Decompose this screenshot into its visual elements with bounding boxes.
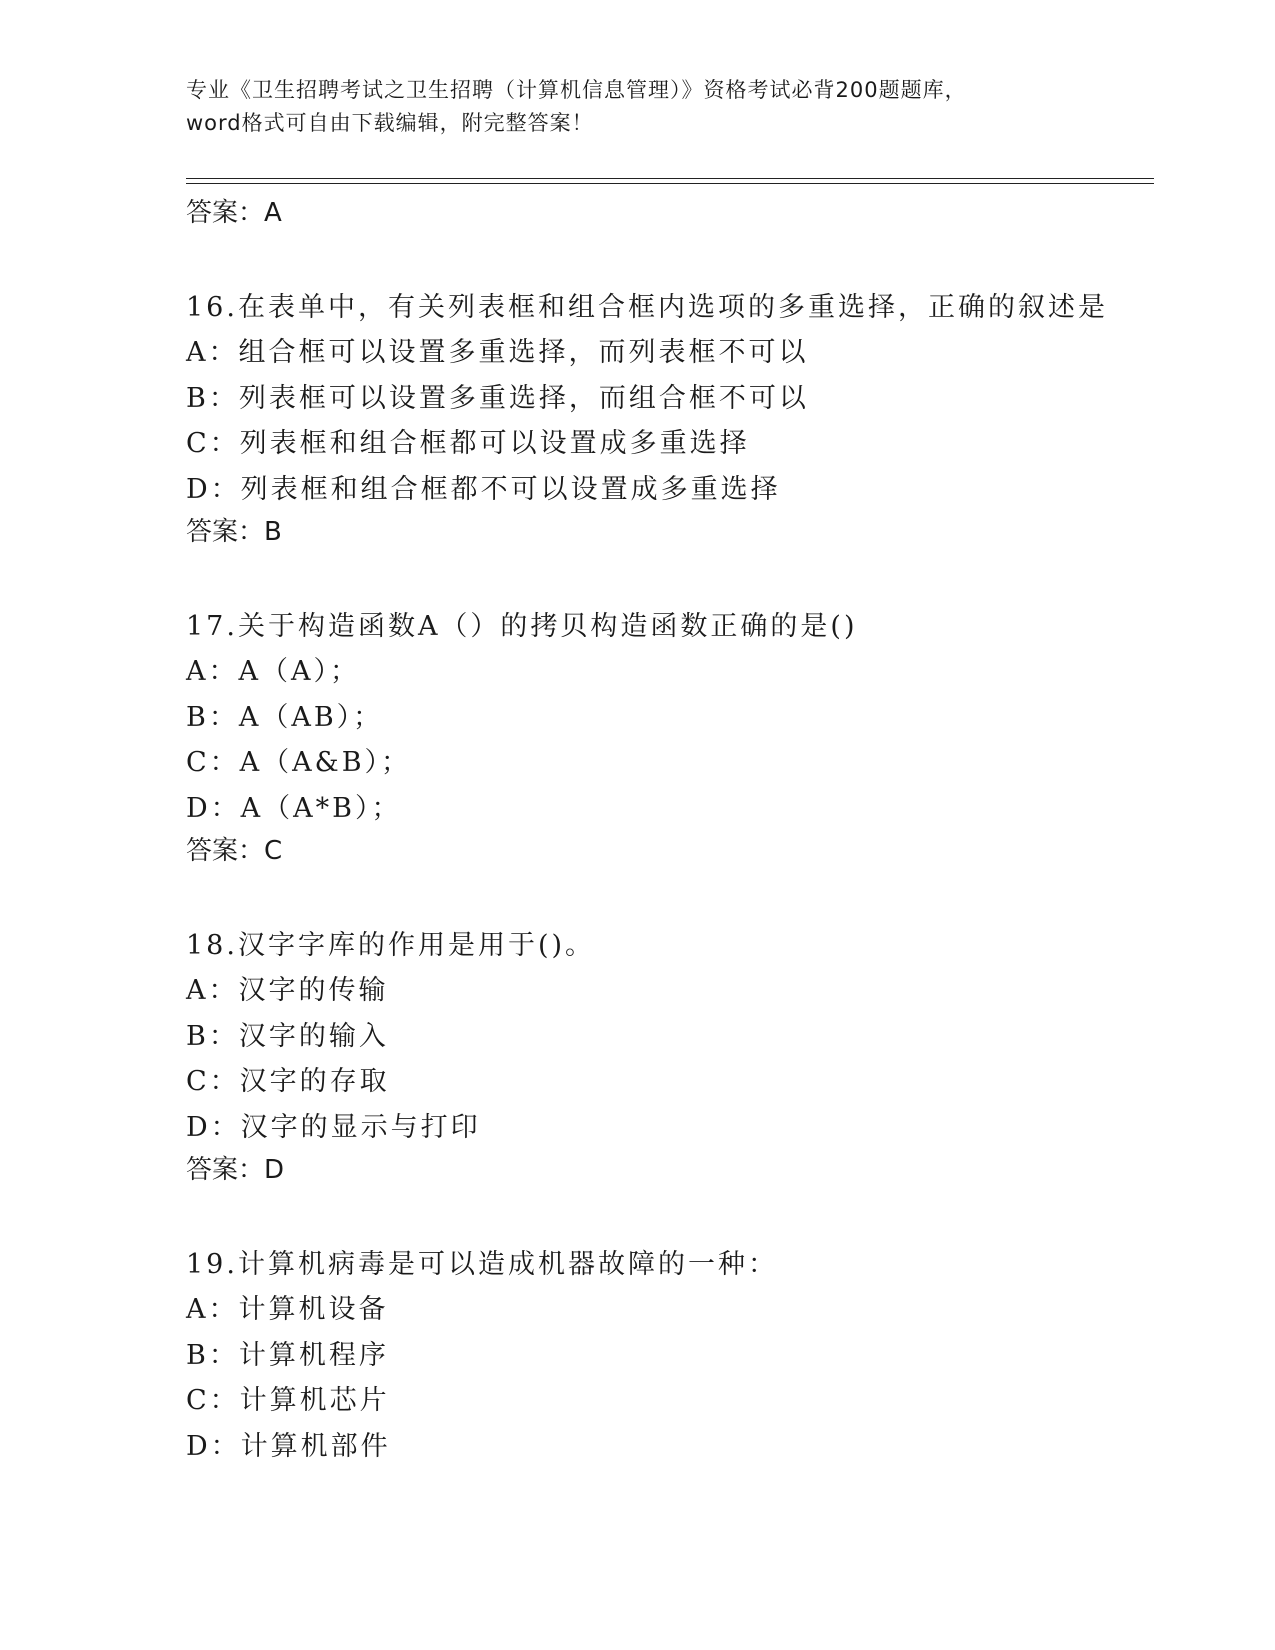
- answer-17: 答案：C: [186, 836, 283, 866]
- question-16-option-c: C：列表框和组合框都可以设置成多重选择: [186, 428, 750, 459]
- question-18-option-c: C：汉字的存取: [186, 1066, 390, 1097]
- document-header: [186, 74, 1106, 140]
- answer-15: 答案：A: [186, 198, 282, 228]
- question-17: 17.关于构造函数A（）的拷贝构造函数正确的是(): [186, 611, 858, 642]
- header-divider-top: [186, 178, 1154, 179]
- question-18-option-a: A：汉字的传输: [186, 975, 389, 1006]
- question-16-option-d: D：列表框和组合框都不可以设置成多重选择: [186, 473, 781, 505]
- question-18-option-d: D：汉字的显示与打印: [186, 1111, 481, 1143]
- question-19-option-b: B：计算机程序: [186, 1339, 389, 1371]
- question-17-option-a: A：A（A）；: [186, 656, 360, 687]
- question-19: 19.计算机病毒是可以造成机器故障的一种：: [186, 1249, 778, 1280]
- question-18-option-b: B：汉字的输入: [186, 1020, 389, 1052]
- answer-16: 答案：B: [186, 517, 282, 547]
- question-block-17: [186, 604, 1154, 871]
- header-divider-bottom: [186, 183, 1154, 184]
- question-19-option-d: D：计算机部件: [186, 1430, 391, 1462]
- header-line-1: 专业《卫生招聘考试之卫生招聘（计算机信息管理）》资格考试必背200题题库，: [186, 78, 967, 102]
- question-17-option-b: B：A（AB）；: [186, 701, 384, 733]
- question-block-16: [186, 285, 1154, 552]
- question-19-option-a: A：计算机设备: [186, 1294, 389, 1325]
- header-line-2: word格式可自由下载编辑，附完整答案！: [186, 111, 594, 135]
- question-list: [186, 193, 1154, 1469]
- question-16-option-a: A：组合框可以设置多重选择，而列表框不可以: [186, 337, 809, 368]
- question-17-option-c: C：A（A&B）；: [186, 747, 412, 778]
- question-17-option-d: D：A（A*B）；: [186, 792, 402, 824]
- question-block-19: [186, 1242, 1154, 1469]
- question-19-option-c: C：计算机芯片: [186, 1385, 390, 1416]
- answer-18: 答案：D: [186, 1155, 285, 1185]
- question-18: 18.汉字字库的作用是用于()。: [186, 930, 596, 961]
- question-16: 16.在表单中，有关列表框和组合框内选项的多重选择，正确的叙述是: [186, 292, 1108, 323]
- question-block-18: [186, 923, 1154, 1190]
- question-16-option-b: B：列表框可以设置多重选择，而组合框不可以: [186, 382, 809, 414]
